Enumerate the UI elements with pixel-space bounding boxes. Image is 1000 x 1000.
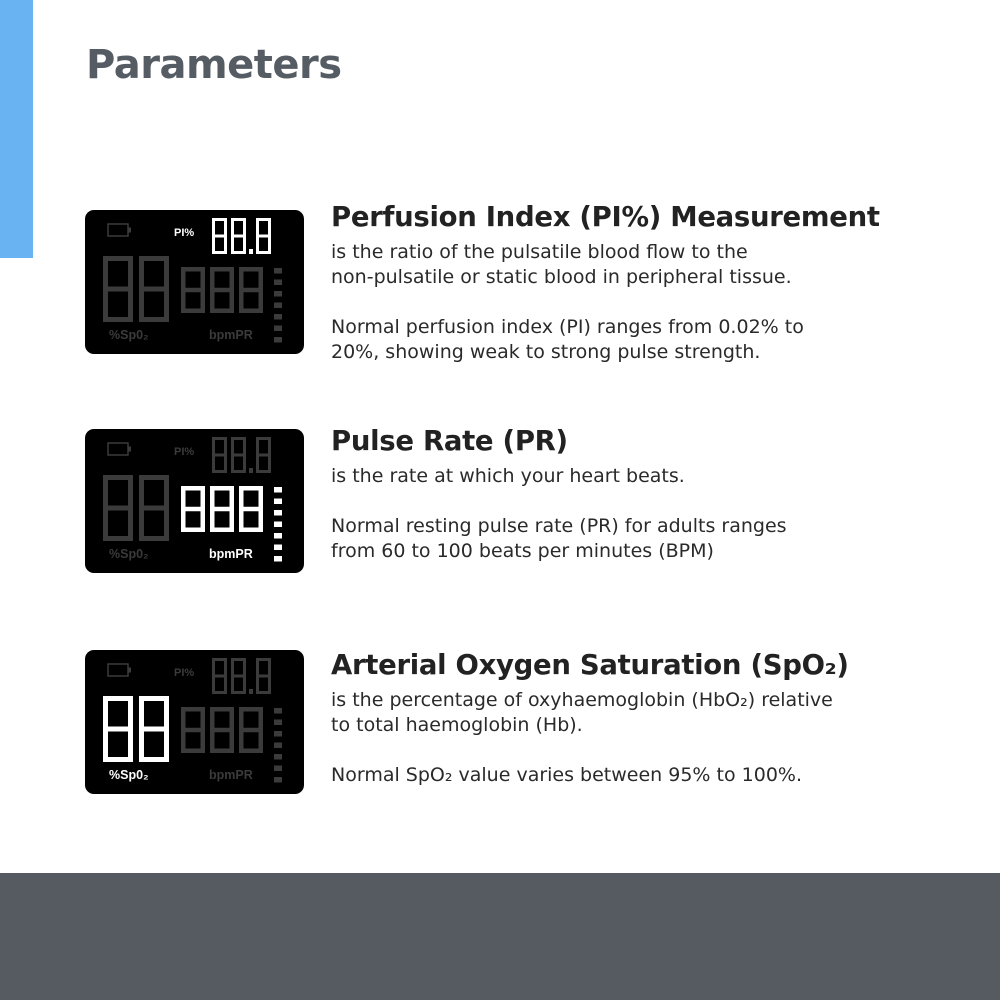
param-description — [331, 688, 951, 738]
param-text-pi — [331, 200, 951, 365]
pulse-strength-bar — [274, 533, 282, 539]
pulse-strength-bar — [274, 731, 282, 737]
pulse-strength-bar — [274, 326, 282, 332]
param-text-pr — [331, 424, 951, 564]
decimal-point — [249, 249, 253, 254]
pulse-strength-bar — [274, 337, 282, 343]
pulse-strength-bar — [274, 522, 282, 528]
footer-band — [0, 873, 1000, 1000]
pr-label: bpmPR — [209, 328, 253, 342]
spo2-label: %Sp0₂ — [109, 547, 149, 561]
pulse-strength-bar — [274, 720, 282, 726]
pi-label: PI% — [174, 446, 195, 458]
param-description — [331, 464, 951, 489]
pr-label: bpmPR — [209, 547, 253, 561]
spo2-label: %Sp0₂ — [109, 328, 149, 342]
param-normal-range — [331, 763, 951, 788]
pr-digit — [239, 707, 263, 753]
pi-digit — [231, 658, 246, 694]
spo2-digit — [103, 696, 133, 762]
spo2-digit — [139, 475, 169, 541]
pi-display-svg — [85, 210, 304, 354]
param-description — [331, 240, 951, 290]
description-line: to total haemoglobin (Hb). — [331, 714, 583, 736]
normal-line: Normal SpO₂ value varies between 95% to 100%. — [331, 764, 803, 786]
pr-digit — [239, 267, 263, 313]
spo2-digit — [139, 696, 169, 762]
pi-digit — [212, 658, 227, 694]
pi-digit — [256, 437, 271, 473]
normal-line: Normal resting pulse rate (PR) for adults ranges — [331, 515, 787, 537]
pi-label: PI% — [174, 667, 195, 679]
param-title: Perfusion Index (PI%) Measurement — [331, 201, 880, 233]
pi-digit — [256, 658, 271, 694]
pulse-strength-bar — [274, 314, 282, 320]
param-normal-range — [331, 514, 951, 564]
pulse-strength-bar — [274, 487, 282, 493]
normal-line: from 60 to 100 beats per minutes (BPM) — [331, 540, 714, 562]
pulse-strength-bar — [274, 766, 282, 772]
pr-digit — [210, 707, 234, 753]
pulse-strength-bar — [274, 743, 282, 749]
spo2-digit — [139, 256, 169, 322]
pi-digit — [256, 218, 271, 254]
pr-digit — [210, 486, 234, 532]
spo2-digit — [103, 256, 133, 322]
pulse-strength-bar — [274, 777, 282, 783]
pi-label: PI% — [174, 227, 195, 239]
param-text-spo2 — [331, 648, 951, 788]
pulse-strength-bar — [274, 510, 282, 516]
param-title: Arterial Oxygen Saturation (SpO₂) — [331, 649, 849, 681]
description-line: is the percentage of oxyhaemoglobin (HbO₂) relative — [331, 689, 833, 711]
pulse-strength-bar — [274, 303, 282, 309]
pulse-strength-bar — [274, 708, 282, 714]
pulse-strength-bar — [274, 556, 282, 562]
pulse-strength-bar — [274, 291, 282, 297]
normal-line: Normal perfusion index (PI) ranges from 0.02% to — [331, 316, 804, 338]
pr-digit — [181, 707, 205, 753]
battery-icon — [108, 443, 131, 455]
spo2-display-svg — [85, 650, 304, 794]
pulse-strength-bar — [274, 754, 282, 760]
pi-digit — [212, 437, 227, 473]
spo2-digit — [103, 475, 133, 541]
pr-label: bpmPR — [209, 768, 253, 782]
oximeter-display-spo2 — [85, 650, 304, 794]
oximeter-display-pr — [85, 429, 304, 573]
pr-digit — [181, 486, 205, 532]
pulse-strength-bar — [274, 545, 282, 551]
page-title: Parameters — [86, 42, 342, 88]
oximeter-display-pi — [85, 210, 304, 354]
battery-icon — [108, 224, 131, 236]
param-normal-range — [331, 315, 951, 365]
spo2-label: %Sp0₂ — [109, 768, 149, 782]
param-title: Pulse Rate (PR) — [331, 425, 568, 457]
decimal-point — [249, 468, 253, 473]
pi-digit — [231, 437, 246, 473]
accent-bar — [0, 0, 33, 258]
pulse-strength-bar — [274, 268, 282, 274]
normal-line: 20%, showing weak to strong pulse strength. — [331, 341, 761, 363]
pulse-strength-bar — [274, 280, 282, 286]
description-line: non-pulsatile or static blood in peripheral tissue. — [331, 266, 792, 288]
pr-display-svg — [85, 429, 304, 573]
pr-digit — [181, 267, 205, 313]
description-line: is the rate at which your heart beats. — [331, 465, 685, 487]
pr-digit — [210, 267, 234, 313]
pulse-strength-bar — [274, 499, 282, 505]
battery-icon — [108, 664, 131, 676]
decimal-point — [249, 689, 253, 694]
pr-digit — [239, 486, 263, 532]
pi-digit — [212, 218, 227, 254]
pi-digit — [231, 218, 246, 254]
description-line: is the ratio of the pulsatile blood flow to the — [331, 241, 748, 263]
